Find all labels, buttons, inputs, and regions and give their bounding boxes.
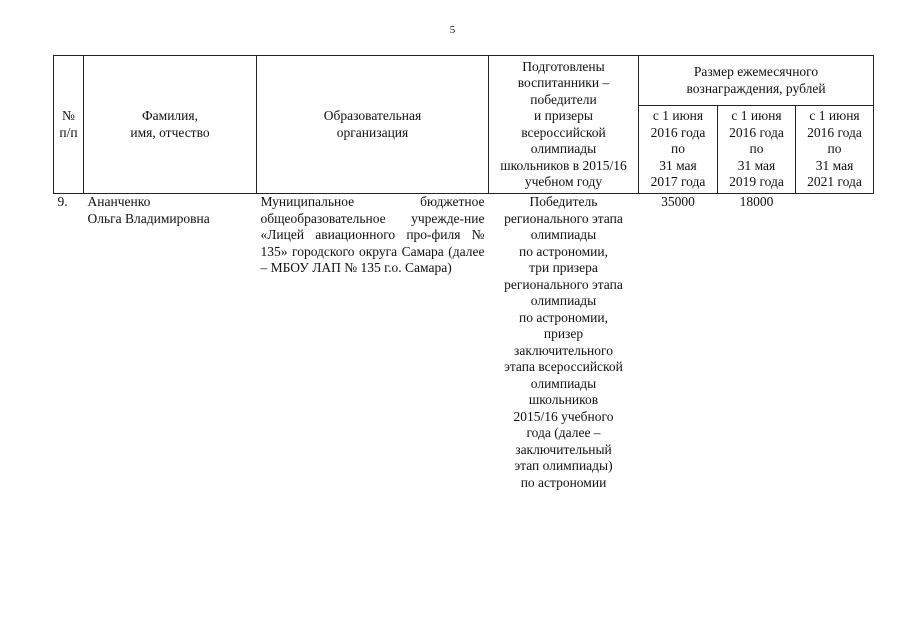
row-number: 9. [57,194,68,209]
header-period-2021: с 1 июня 2016 года по 31 мая 2021 года [796,106,874,194]
page-number: 5 [449,24,456,36]
header-number: № п/п [54,56,84,194]
header-organization: Образовательная организация [257,56,489,194]
header-prepared-students: Подготовлены воспитанники – победители и призеры всероссийской олимпиады школьников в 2015/16 учебном году [489,56,639,194]
row-prepared-students: Победитель регионального этапа олимпиады по астрономии, три призера регионального этапа олимпиады по астрономии, призер заключительного этапа всероссийской олимпиады школьников 2015/16 учебного года (далее – заключительный этап олимпиады) по астрономии [504,194,623,490]
header-monthly-reward: Размер ежемесячного вознаграждения, рублей [639,56,874,106]
header-period-2019: с 1 июня 2016 года по 31 мая 2019 года [718,106,796,194]
header-period-2017: с 1 июня 2016 года по 31 мая 2017 года [639,106,718,194]
row-amount-2021 [796,194,874,492]
row-organization: Муниципальное бюджетное общеобразовательное учрежде-ние «Лицей авиационного про-филя № 135» городского округа Самара (далее – МБОУ ЛАП № 135 г.о. Самара) [260,194,485,275]
reward-table [53,55,874,491]
header-full-name: Фамилия, имя, отчество [84,56,257,194]
row-amount-2017: 35000 [661,194,695,209]
table-row [54,194,874,492]
row-amount-2019: 18000 [739,194,774,209]
row-full-name: Ананченко Ольга Владимировна [87,194,210,226]
